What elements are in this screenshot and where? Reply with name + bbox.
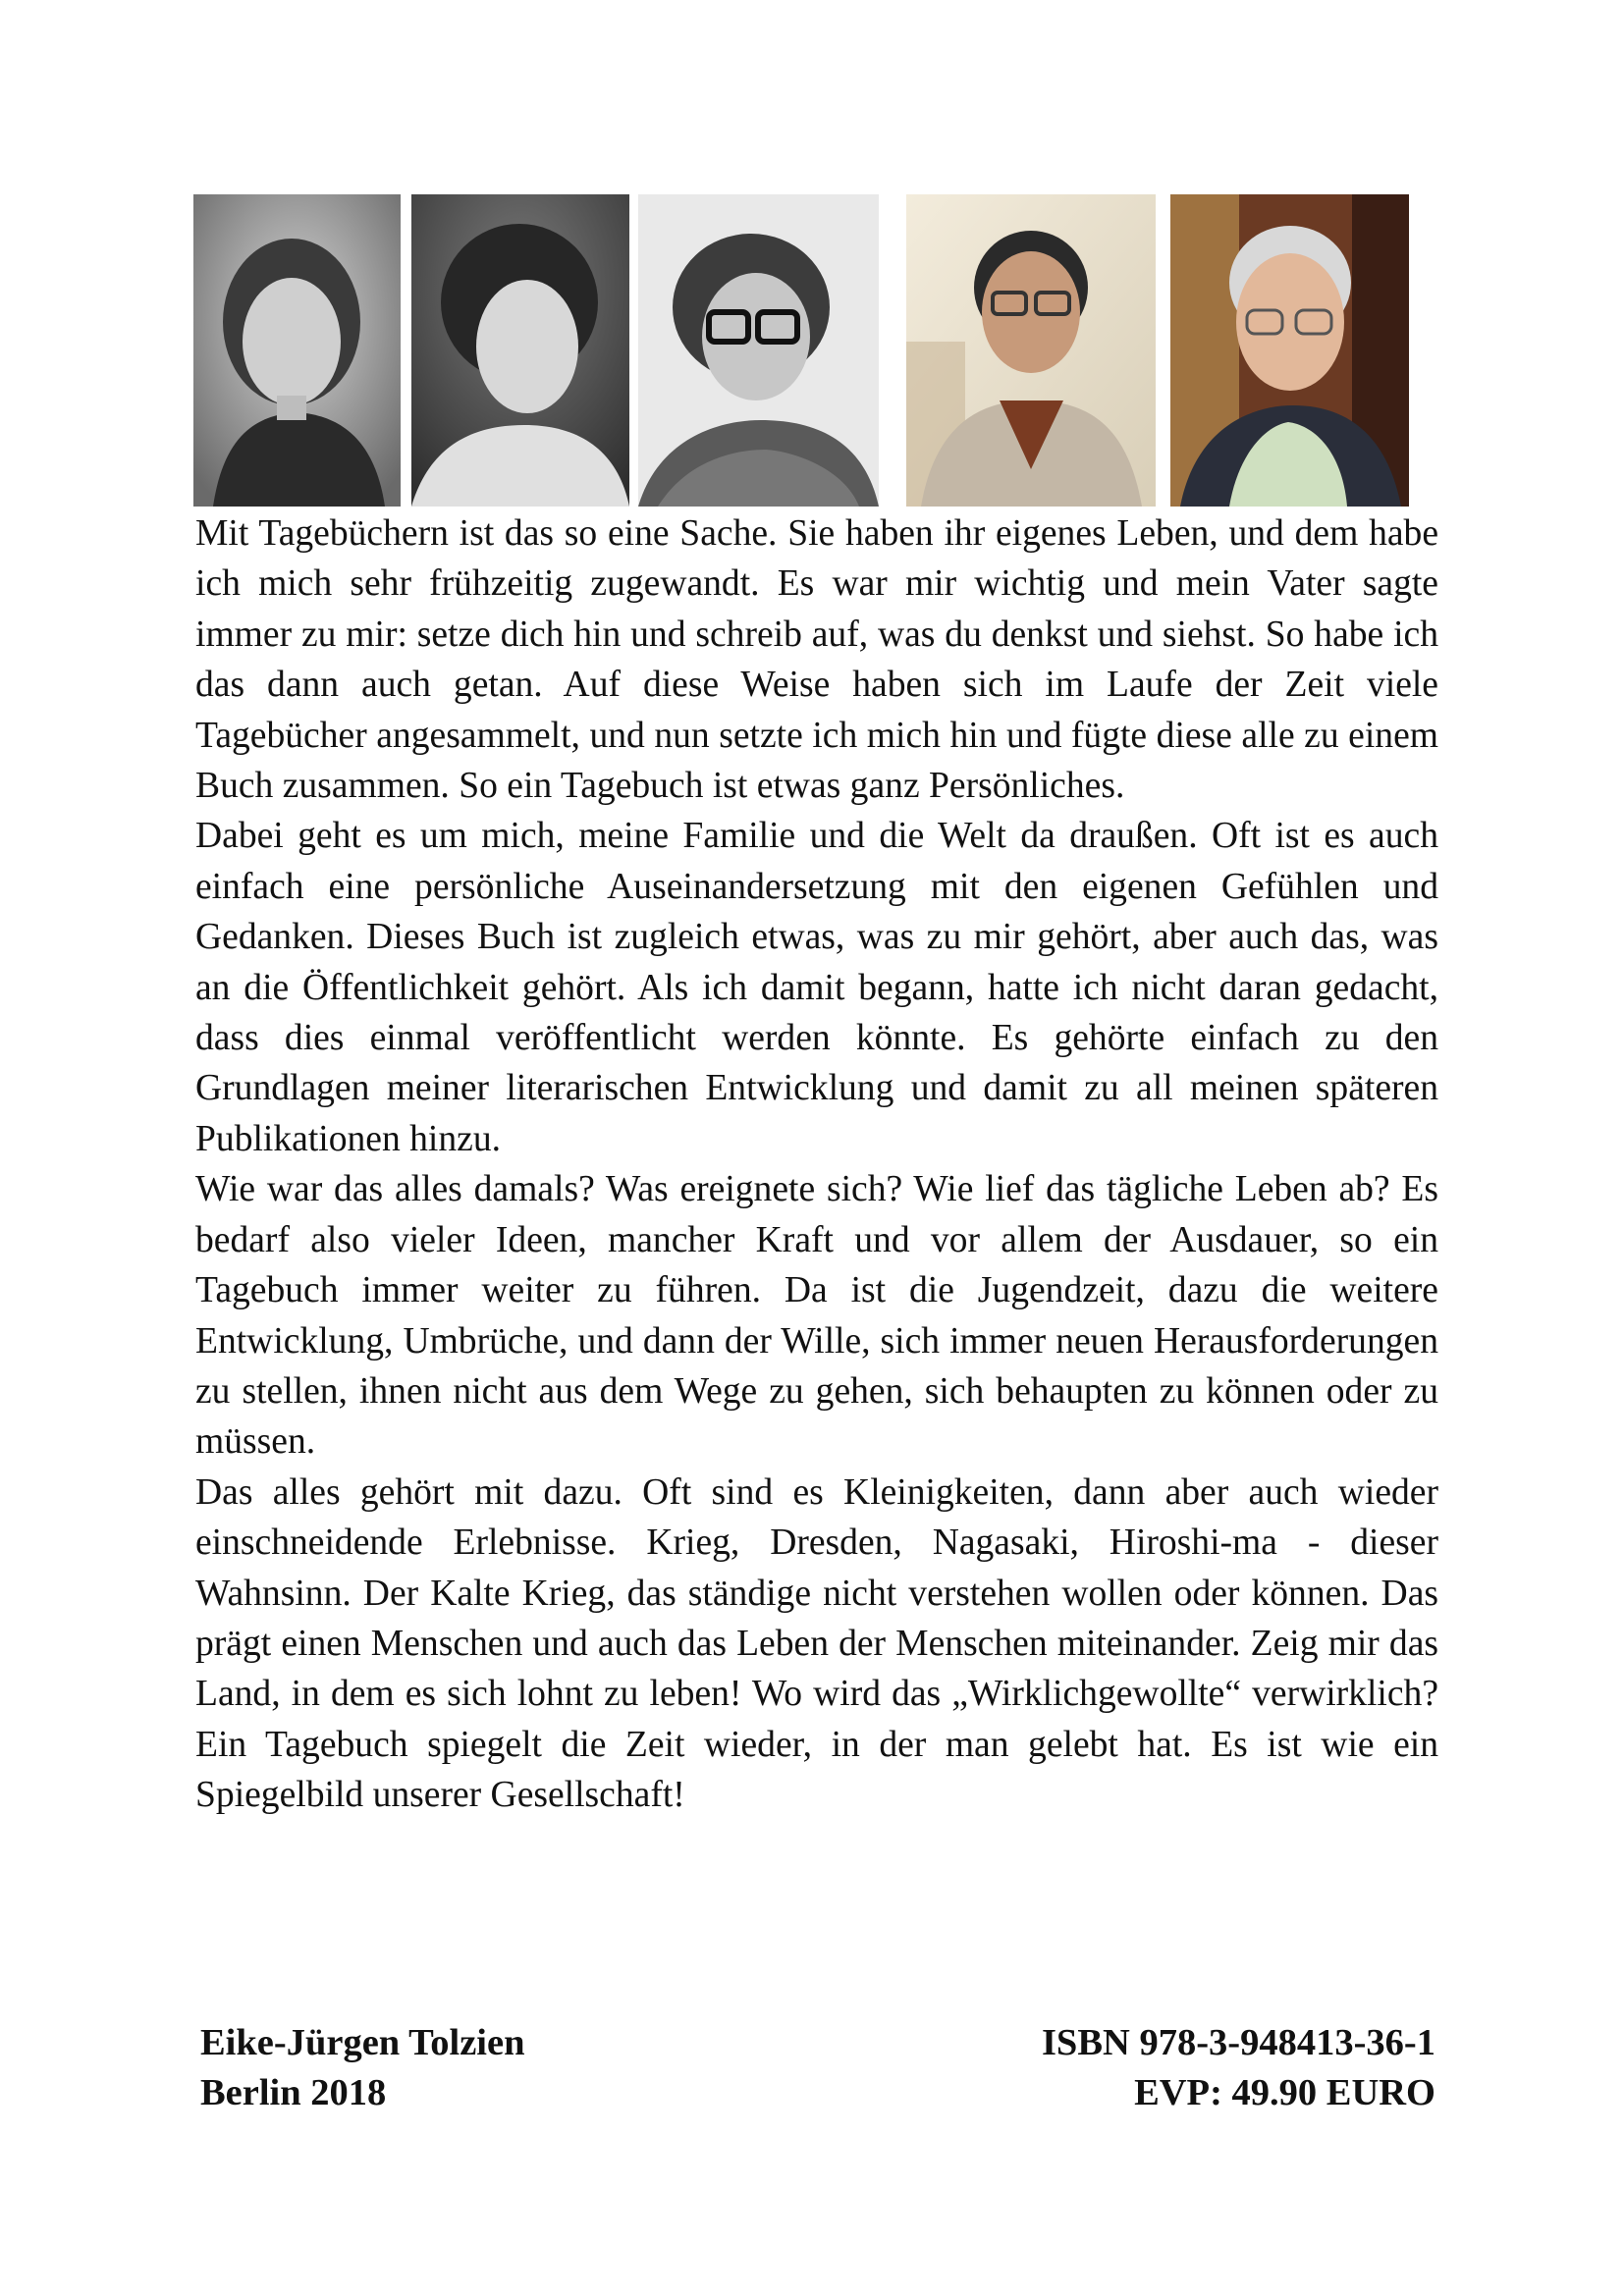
blurb-paragraph: Dabei geht es um mich, meine Familie und die Welt da draußen. Oft ist es auch einfach eine persönliche Auseinandersetzung mit den eigenen Gefühlen und Gedanken. Dieses Buch ist zugleich etwas, was zu mir gehört, aber auch das, was an die Öffentlichkeit gehört. Als ich damit begann, hatte ich nicht daran gedacht, dass dies einmal veröffentlicht werden könnte. Es gehörte einfach zu den Grundlagen meiner literarischen Entwicklung und damit zu all meinen späteren Publikationen hinzu.: [195, 816, 1438, 1159]
portrait-woman-glasses-photo: [638, 194, 879, 507]
portrait-elderly-woman-scarf-photo: [1170, 194, 1409, 507]
place-year: Berlin 2018: [200, 2072, 387, 2113]
author-name: Eike-Jürgen Tolzien: [200, 2022, 525, 2063]
portrait-elderly-woman-photo: [906, 194, 1156, 507]
blurb-paragraph: Mit Tagebüchern ist das so eine Sache. Sie haben ihr eigenes Leben, und dem habe ich mich sehr frühzeitig zugewandt. Es war mir wichtig und mein Vater sagte immer zu mir: setze dich hin und schreib auf, was du denkst und siehst. So habe ich das dann auch getan. Auf diese Weise haben sich im Laufe der Zeit viele Tagebücher angesammelt, und nun setzte ich mich hin und fügte diese alle zu einem Buch zusammen. So ein Tagebuch ist etwas ganz Persönliches.: [195, 513, 1438, 807]
blurb-paragraph: Wie war das alles damals? Was ereignete sich? Wie lief das tägliche Leben ab? Es bedarf also vieler Ideen, mancher Kraft und vor allem der Ausdauer, so ein Tagebuch immer weiter zu führen. Da ist die Jugendzeit, dazu die weitere Entwicklung, Umbrüche, und dann der Wille, sich immer neuen Herausforderungen zu stellen, ihnen nicht aus dem Wege zu gehen, sich behaupten zu können oder zu müssen.: [195, 1169, 1438, 1463]
retail-price: EVP: 49.90 EURO: [1134, 2072, 1435, 2113]
portrait-young-girl-photo: [193, 194, 401, 507]
back-cover-blurb: [195, 508, 1438, 1821]
blurb-paragraph: Das alles gehört mit dazu. Oft sind es Kleinigkeiten, dann aber auch wieder einschneidende Erlebnisse. Krieg, Dresden, Nagasaki, Hiroshi-ma - dieser Wahnsinn. Der Kalte Krieg, das ständige nicht verstehen wollen oder können. Das prägt einen Menschen und auch das Leben der Menschen miteinander. Zeig mir das Land, in dem es sich lohnt zu leben! Wo wird das „Wirklichgewollte“ verwirklich? Ein Tagebuch spiegelt die Zeit wieder, in der man gelebt hat. Es ist wie ein Spiegelbild unserer Gesellschaft!: [195, 1471, 1438, 1816]
isbn-number: ISBN 978-3-948413-36-1: [1041, 2022, 1435, 2063]
photo-strip: [193, 194, 1409, 507]
portrait-young-woman-photo: [411, 194, 629, 507]
cover-footer: [200, 2018, 1435, 2118]
